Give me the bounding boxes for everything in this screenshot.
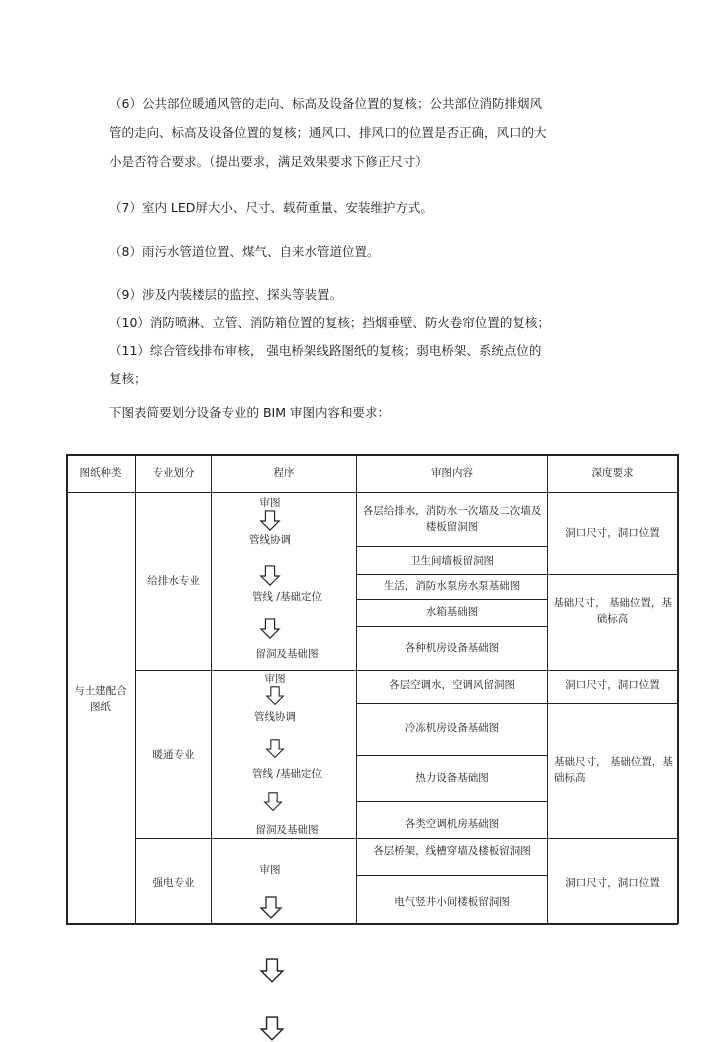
content-line-g — [356, 801, 547, 802]
paragraph-11-line-1: （11）综合管线排布审核， 强电桥架线路图纸的复核；弱电桥架、系统点位的 — [109, 343, 542, 358]
water-content-3: 生活，消防水泵房水泵基础图 — [383, 580, 521, 592]
hvac-content-4: 各类空调机房基础图 — [404, 818, 500, 830]
water-content-2: 卫生间墙板留洞图 — [410, 555, 494, 567]
content-line-h — [356, 875, 547, 876]
content-line-a — [356, 546, 547, 547]
table-border-top — [66, 454, 678, 456]
header-depth: 深度要求 — [591, 467, 634, 479]
hvac-content-3: 热力设备基础图 — [415, 772, 489, 784]
paragraph-10: （10）消防喷淋、立管、消防箱位置的复核；挡烟垂壁、防火卷帘位置的复核； — [109, 315, 550, 330]
col-line-1 — [135, 454, 136, 924]
hvac-step-coordination: 管线协调 — [254, 711, 296, 723]
hvac-depth-1: 洞口尺寸，洞口位置 — [565, 679, 660, 691]
water-step-coordination: 管线协调 — [249, 534, 291, 546]
down-arrow-icon — [258, 618, 282, 640]
content-line-d — [356, 626, 547, 627]
paragraph-9: （9）涉及内装楼层的监控、探头等装置。 — [109, 287, 342, 302]
paragraph-8: （8）雨污水管道位置、煤气、自来水管道位置。 — [109, 244, 380, 259]
table-border-right — [677, 454, 679, 924]
drawing-type-cell: 与土建配合图纸 — [74, 685, 127, 713]
water-depth-2: 基础尺寸， 基础位置，基础标高 — [553, 597, 672, 625]
hvac-content-1: 各层空调水，空调风留洞图 — [389, 679, 515, 691]
col-line-2 — [211, 454, 212, 924]
paragraph-6-line-3: 小是否符合要求。（提出要求，满足效果要求下修正尺寸） — [109, 154, 428, 169]
table-border-left — [66, 454, 68, 924]
down-arrow-icon — [259, 958, 285, 984]
table-intro: 下图表简要划分设备专业的 BIM 审图内容和要求： — [109, 405, 390, 420]
header-procedure: 程序 — [273, 467, 295, 479]
water-content-4: 水箱基础图 — [425, 606, 479, 618]
paragraph-6-line-2: 管的走向、标高及设备位置的复核；通风口、排风口的位置是否正确，风口的大 — [109, 125, 547, 140]
paragraph-7: （7）室内 LED屏大小、尺寸、载荷重量、安装维护方式。 — [109, 200, 433, 215]
hvac-content-2: 冷冻机房设备基础图 — [404, 722, 500, 734]
content-line-e — [356, 703, 678, 704]
water-step-positioning: 管线 /基础定位 — [252, 591, 322, 603]
header-drawing-type: 图纸种类 — [79, 467, 122, 479]
electrical-step-review: 审图 — [259, 864, 281, 876]
water-step-foundation: 留洞及基础图 — [255, 648, 319, 660]
table-border-bottom — [66, 923, 678, 925]
header-content: 审图内容 — [431, 467, 473, 479]
hvac-step-foundation: 留洞及基础图 — [255, 824, 319, 836]
down-arrow-icon — [264, 739, 286, 759]
discipline-electrical: 强电专业 — [152, 877, 195, 889]
hvac-step-review: 审图 — [264, 673, 286, 685]
down-arrow-icon — [258, 565, 282, 587]
paragraph-6-line-1: （6）公共部位暖通风管的走向、标高及设备位置的复核；公共部位消防排烟风 — [109, 96, 542, 111]
electrical-depth-1: 洞口尺寸，洞口位置 — [565, 877, 660, 889]
hvac-step-positioning: 管线 /基础定位 — [252, 768, 322, 780]
water-depth-1: 洞口尺寸，洞口位置 — [565, 527, 660, 539]
paragraph-11-line-2: 复核； — [109, 371, 147, 386]
down-arrow-icon — [264, 686, 286, 706]
electrical-content-1: 各层桥架，线槽穿墙及楼板留洞图 — [373, 845, 531, 857]
down-arrow-icon — [262, 792, 284, 812]
water-content-5: 各种机房设备基础图 — [404, 642, 500, 654]
header-discipline: 专业划分 — [152, 467, 195, 479]
content-line-f — [356, 755, 547, 756]
content-line-c — [356, 599, 547, 600]
electrical-content-2: 电气竖井小间楼板留洞图 — [394, 896, 510, 908]
down-arrow-icon — [259, 1016, 285, 1042]
section-line-2 — [135, 838, 678, 839]
water-step-review: 审图 — [259, 497, 281, 509]
discipline-water: 给排水专业 — [147, 575, 200, 587]
water-content-1: 各层给排水，消防水一次墙及二次墙及楼板留洞图 — [362, 505, 542, 533]
hvac-depth-2: 基础尺寸， 基础位置，基础标高 — [554, 756, 673, 784]
header-line — [66, 492, 678, 493]
discipline-hvac: 暖通专业 — [152, 749, 195, 761]
content-line-b — [356, 574, 678, 575]
bim-review-table — [66, 454, 678, 924]
down-arrow-icon — [259, 896, 283, 920]
down-arrow-icon — [258, 510, 282, 532]
